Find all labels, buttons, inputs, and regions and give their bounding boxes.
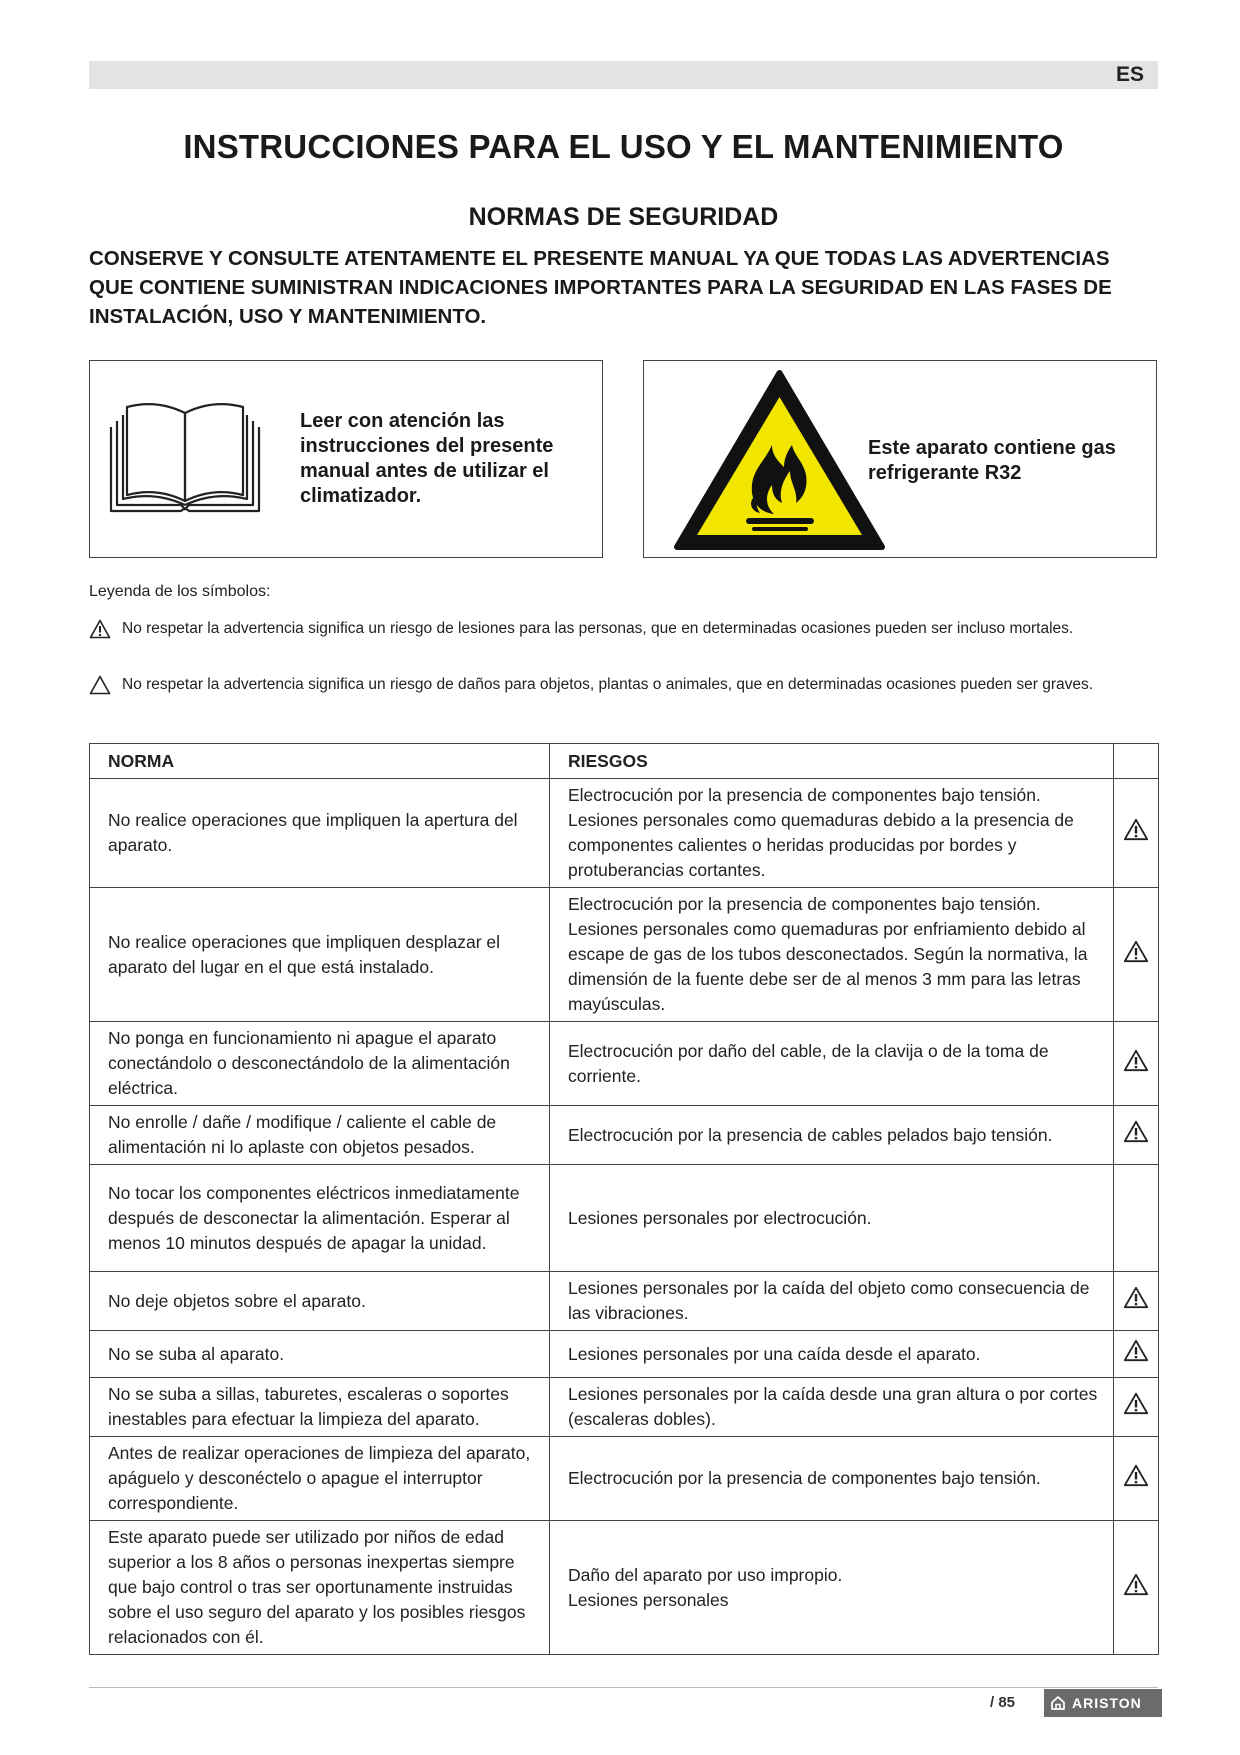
read-manual-text: Leer con atención las instrucciones del presente manual antes de utilizar el climatizador.: [300, 410, 554, 507]
section-title: NORMAS DE SEGURIDAD: [468, 203, 779, 231]
table-row: [90, 888, 1159, 1022]
table-row: [90, 1437, 1159, 1521]
warning-danger-icon: [1123, 1573, 1149, 1596]
norma-cell: No realice operaciones que impliquen desplazar el aparato del lugar en el que está instalado.: [90, 888, 550, 1022]
safety-rules-table: [89, 743, 1159, 1655]
refrigerant-gas-notice: [643, 360, 1157, 558]
risk-cell: Electrocución por la presencia de componentes bajo tensión. Lesiones personales como quemaduras por enfriamiento debido al escape de gas de los tubos desconectados. Según la normativa, la dimensión de la fuente debe ser de al menos 3 mm para las letras mayúsculas.: [550, 888, 1114, 1022]
danger-symbol-cell: [1114, 1106, 1159, 1165]
legend-caution-text: No respetar la advertencia significa un riesgo de daños para objetos, plantas o animales, que en determinadas ocasiones pueden ser graves.: [122, 676, 1094, 693]
intro-warning-text: CONSERVE Y CONSULTE ATENTAMENTE EL PRESENTE MANUAL YA QUE TODAS LAS ADVERTENCIAS QUE CONTIENE SUMINISTRAN INDICACIONES IMPORTANTES PARA LA SEGURIDAD EN LAS FASES DE INSTALACIÓN, USO Y MANTENIMIENTO.: [89, 247, 1112, 328]
warning-danger-icon: [1123, 1120, 1149, 1143]
risk-cell: Lesiones personales por electrocución.: [550, 1165, 1114, 1272]
risk-cell: Electrocución por la presencia de componentes bajo tensión.: [550, 1437, 1114, 1521]
footer-divider: [89, 1687, 1158, 1688]
risk-cell: Lesiones personales por la caída desde una gran altura o por cortes (escaleras dobles).: [550, 1378, 1114, 1437]
norma-cell: No deje objetos sobre el aparato.: [90, 1272, 550, 1331]
danger-symbol-cell: [1114, 1521, 1159, 1655]
risk-cell: Daño del aparato por uso impropio. Lesiones personales: [550, 1521, 1114, 1655]
norma-cell: Este aparato puede ser utilizado por niños de edad superior a los 8 años o personas inexpertas siempre que bajo control o tras ser oportunamente instruidas sobre el uso seguro del aparato y los posibles riesgos relacionados con él.: [90, 1521, 550, 1655]
warning-danger-icon: [1123, 940, 1149, 963]
language-bar: [89, 61, 1158, 89]
open-book-icon: [105, 397, 265, 517]
warning-danger-icon: [89, 619, 111, 639]
legend-item-danger: [89, 618, 1158, 640]
table-header-row: [90, 744, 1159, 779]
norma-cell: No se suba al aparato.: [90, 1331, 550, 1378]
page-number: / 85: [990, 1694, 1016, 1711]
legend-label: Leyenda de los símbolos:: [89, 583, 271, 600]
table-row: [90, 1106, 1159, 1165]
page-title: INSTRUCCIONES PARA EL USO Y EL MANTENIMIENTO: [183, 128, 1064, 165]
norma-cell: Antes de realizar operaciones de limpieza del aparato, apáguelo y desconéctelo o apague el interruptor correspondiente.: [90, 1437, 550, 1521]
table-row: [90, 1272, 1159, 1331]
table-row: [90, 1521, 1159, 1655]
table-row: [90, 1378, 1159, 1437]
table-row: [90, 1165, 1159, 1272]
table-row: [90, 1022, 1159, 1106]
warning-danger-icon: [1123, 1464, 1149, 1487]
norma-cell: No ponga en funcionamiento ni apague el aparato conectándolo o desconectándolo de la alimentación eléctrica.: [90, 1022, 550, 1106]
flammable-warning-icon: [672, 367, 887, 553]
warning-danger-icon: [1123, 1286, 1149, 1309]
danger-symbol-cell: [1114, 779, 1159, 888]
danger-symbol-cell: [1114, 1437, 1159, 1521]
read-manual-notice: [89, 360, 603, 558]
language-code: ES: [1115, 63, 1144, 86]
danger-symbol-cell: [1114, 1331, 1159, 1378]
warning-danger-icon: [1123, 1339, 1149, 1362]
norma-cell: No enrolle / dañe / modifique / caliente el cable de alimentación ni lo aplaste con objetos pesados.: [90, 1106, 550, 1165]
header-norma: NORMA: [90, 744, 550, 779]
norma-cell: No realice operaciones que impliquen la apertura del aparato.: [90, 779, 550, 888]
table-row: [90, 1331, 1159, 1378]
danger-symbol-cell: [1114, 1378, 1159, 1437]
empty-symbol-cell: [1114, 1165, 1159, 1272]
warning-danger-icon: [1123, 1392, 1149, 1415]
risk-cell: Electrocución por la presencia de cables pelados bajo tensión.: [550, 1106, 1114, 1165]
danger-symbol-cell: [1114, 1022, 1159, 1106]
refrigerant-gas-text: Este aparato contiene gas refrigerante R32: [868, 437, 1116, 484]
risk-cell: Lesiones personales por la caída del objeto como consecuencia de las vibraciones.: [550, 1272, 1114, 1331]
warning-caution-icon: [89, 675, 111, 695]
warning-danger-icon: [1123, 818, 1149, 841]
legend-danger-text: No respetar la advertencia significa un riesgo de lesiones para las personas, que en determinadas ocasiones pueden ser incluso mortales.: [122, 620, 1074, 637]
header-riesgos: RIESGOS: [550, 744, 1114, 779]
norma-cell: No se suba a sillas, taburetes, escaleras o soportes inestables para efectuar la limpieza del aparato.: [90, 1378, 550, 1437]
brand-logo: [1044, 1689, 1162, 1717]
warning-danger-icon: [1123, 1049, 1149, 1072]
danger-symbol-cell: [1114, 888, 1159, 1022]
house-logo-icon: [1050, 1695, 1066, 1711]
table-row: [90, 779, 1159, 888]
legend-item-caution: [89, 674, 1158, 696]
header-symbol: [1114, 744, 1159, 779]
risk-cell: Lesiones personales por una caída desde el aparato.: [550, 1331, 1114, 1378]
norma-cell: No tocar los componentes eléctricos inmediatamente después de desconectar la alimentación. Esperar al menos 10 minutos después de apagar la unidad.: [90, 1165, 550, 1272]
brand-name: ARISTON: [1072, 1695, 1142, 1711]
risk-cell: Electrocución por daño del cable, de la clavija o de la toma de corriente.: [550, 1022, 1114, 1106]
danger-symbol-cell: [1114, 1272, 1159, 1331]
risk-cell: Electrocución por la presencia de componentes bajo tensión. Lesiones personales como quemaduras debido a la presencia de componentes calientes o heridas producidas por bordes y protuberancias cortantes.: [550, 779, 1114, 888]
